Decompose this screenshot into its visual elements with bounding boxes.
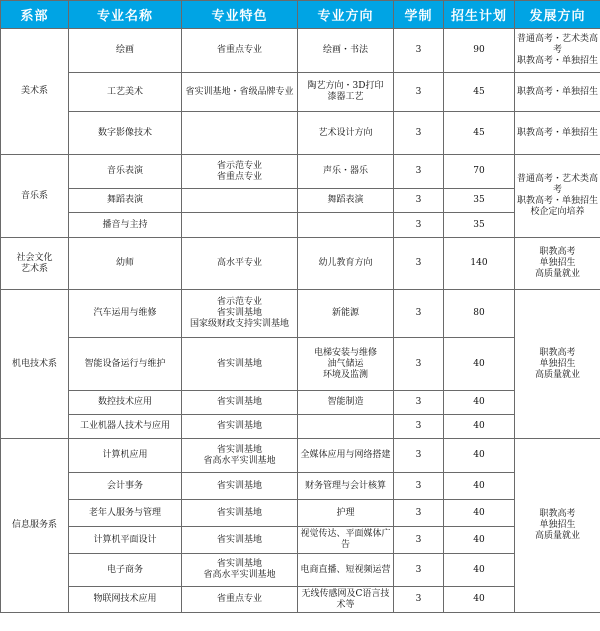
major-name-cell: 播音与主持 (69, 213, 182, 238)
direction-cell: 职教高考 单独招生 高质量就业 (515, 290, 600, 439)
years-cell: 3 (394, 155, 444, 189)
table-row (1, 391, 600, 415)
major-specialty-cell: 艺术设计方向 (298, 112, 394, 155)
direction-cell: 职教高考 单独招生 高质量就业 (515, 238, 600, 290)
major-specialty-cell: 护理 (298, 500, 394, 527)
table-row (1, 554, 600, 587)
years-cell: 3 (394, 290, 444, 338)
table-row (1, 439, 600, 473)
major-feature-cell: 省实训基地 省高水平实训基地 (182, 439, 298, 473)
major-name-cell: 智能设备运行与维护 (69, 338, 182, 391)
major-specialty-cell (298, 213, 394, 238)
major-feature-cell (182, 189, 298, 213)
years-cell: 3 (394, 213, 444, 238)
table-row (1, 73, 600, 112)
direction-cell: 职教高考 单独招生 高质量就业 (515, 439, 600, 613)
plan-cell: 40 (444, 527, 515, 554)
department-cell: 社会文化 艺术系 (1, 238, 69, 290)
plan-cell: 70 (444, 155, 515, 189)
major-feature-cell (182, 112, 298, 155)
plan-cell: 90 (444, 29, 515, 73)
major-feature-cell: 省重点专业 (182, 29, 298, 73)
department-cell: 信息服务系 (1, 439, 69, 613)
table-row (1, 29, 600, 73)
major-name-cell: 物联网技术应用 (69, 587, 182, 613)
table-row (1, 290, 600, 338)
plan-cell: 45 (444, 112, 515, 155)
table-row (1, 587, 600, 613)
table-row (1, 155, 600, 189)
major-specialty-cell: 智能制造 (298, 391, 394, 415)
major-name-cell: 工艺美术 (69, 73, 182, 112)
department-cell: 音乐系 (1, 155, 69, 238)
years-cell: 3 (394, 29, 444, 73)
plan-cell: 80 (444, 290, 515, 338)
major-specialty-cell: 电商直播、短视频运营 (298, 554, 394, 587)
years-cell: 3 (394, 112, 444, 155)
table-row (1, 189, 600, 213)
years-cell: 3 (394, 189, 444, 213)
major-specialty-cell: 无线传感网及C语言技术等 (298, 587, 394, 613)
major-name-cell: 数字影像技术 (69, 112, 182, 155)
major-name-cell: 老年人服务与管理 (69, 500, 182, 527)
department-cell: 美术系 (1, 29, 69, 155)
major-name-cell: 电子商务 (69, 554, 182, 587)
major-feature-cell: 省实训基地 (182, 527, 298, 554)
major-feature-cell: 省实训基地 (182, 415, 298, 439)
major-feature-cell: 省重点专业 (182, 587, 298, 613)
plan-cell: 40 (444, 391, 515, 415)
plan-cell: 40 (444, 587, 515, 613)
major-feature-cell: 省示范专业 省重点专业 (182, 155, 298, 189)
plan-cell: 45 (444, 73, 515, 112)
table-row (1, 238, 600, 290)
plan-cell: 35 (444, 213, 515, 238)
years-cell: 3 (394, 587, 444, 613)
plan-cell: 40 (444, 338, 515, 391)
header-major-feature: 专业特色 (182, 1, 298, 29)
major-feature-cell: 高水平专业 (182, 238, 298, 290)
major-feature-cell: 省实训基地・省级品牌专业 (182, 73, 298, 112)
major-feature-cell: 省实训基地 (182, 473, 298, 500)
header-development-direction: 发展方向 (515, 1, 600, 29)
direction-cell: 普通高考・艺术类高考 职教高考・单独招生 校企定向培养 (515, 155, 600, 238)
table-row (1, 338, 600, 391)
major-specialty-cell: 全媒体应用与网络搭建 (298, 439, 394, 473)
major-name-cell: 数控技术应用 (69, 391, 182, 415)
major-specialty-cell: 声乐・器乐 (298, 155, 394, 189)
major-feature-cell: 省实训基地 省高水平实训基地 (182, 554, 298, 587)
years-cell: 3 (394, 415, 444, 439)
plan-cell: 40 (444, 415, 515, 439)
header-row (1, 1, 600, 29)
years-cell: 3 (394, 500, 444, 527)
major-feature-cell: 省实训基地 (182, 391, 298, 415)
major-specialty-cell: 视觉传达、平面媒体广告 (298, 527, 394, 554)
years-cell: 3 (394, 473, 444, 500)
direction-cell: 普通高考・艺术类高考 职教高考・单独招生 (515, 29, 600, 73)
years-cell: 3 (394, 439, 444, 473)
major-name-cell: 工业机器人技术与应用 (69, 415, 182, 439)
years-cell: 3 (394, 238, 444, 290)
major-name-cell: 绘画 (69, 29, 182, 73)
table-row (1, 112, 600, 155)
major-specialty-cell (298, 415, 394, 439)
table-row (1, 500, 600, 527)
major-specialty-cell: 电梯安装与维修 油气储运 环境及监测 (298, 338, 394, 391)
direction-cell: 职教高考・单独招生 (515, 73, 600, 112)
plan-cell: 140 (444, 238, 515, 290)
major-feature-cell: 省示范专业 省实训基地 国家级财政支持实训基地 (182, 290, 298, 338)
major-specialty-cell: 绘画・书法 (298, 29, 394, 73)
header-major-name: 专业名称 (69, 1, 182, 29)
table-row (1, 213, 600, 238)
table-row (1, 527, 600, 554)
plan-cell: 40 (444, 554, 515, 587)
plan-cell: 40 (444, 500, 515, 527)
major-name-cell: 音乐表演 (69, 155, 182, 189)
major-specialty-cell: 幼儿教育方向 (298, 238, 394, 290)
header-years: 学制 (394, 1, 444, 29)
major-name-cell: 计算机平面设计 (69, 527, 182, 554)
major-feature-cell: 省实训基地 (182, 338, 298, 391)
plan-cell: 40 (444, 473, 515, 500)
years-cell: 3 (394, 554, 444, 587)
major-specialty-cell: 舞蹈表演 (298, 189, 394, 213)
major-name-cell: 汽车运用与维修 (69, 290, 182, 338)
major-feature-cell: 省实训基地 (182, 500, 298, 527)
plan-cell: 40 (444, 439, 515, 473)
table-row (1, 473, 600, 500)
major-specialty-cell: 陶艺方向・3D打印 漆器工艺 (298, 73, 394, 112)
major-specialty-cell: 财务管理与会计核算 (298, 473, 394, 500)
years-cell: 3 (394, 73, 444, 112)
major-name-cell: 幼师 (69, 238, 182, 290)
table-row (1, 415, 600, 439)
major-name-cell: 舞蹈表演 (69, 189, 182, 213)
direction-cell: 职教高考・单独招生 (515, 112, 600, 155)
header-department: 系部 (1, 1, 69, 29)
department-cell: 机电技术系 (1, 290, 69, 439)
years-cell: 3 (394, 391, 444, 415)
major-feature-cell (182, 213, 298, 238)
major-name-cell: 会计事务 (69, 473, 182, 500)
header-major-specialty: 专业方向 (298, 1, 394, 29)
major-specialty-cell: 新能源 (298, 290, 394, 338)
years-cell: 3 (394, 527, 444, 554)
years-cell: 3 (394, 338, 444, 391)
major-name-cell: 计算机应用 (69, 439, 182, 473)
plan-cell: 35 (444, 189, 515, 213)
header-enrollment-plan: 招生计划 (444, 1, 515, 29)
